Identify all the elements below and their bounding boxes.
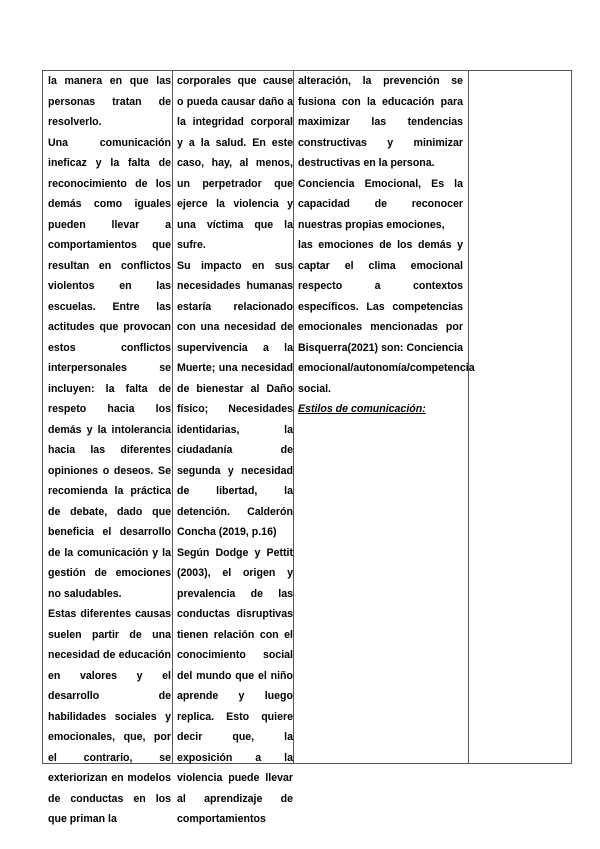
paragraph: Su impacto en sus necesidades humanas estaría relacionado con una necesidad de supervivencia a la Muerte; una necesidad de bienestar al Daño físico; Necesidades identidarias, la ciudadanía de segunda y necesidad de libertad, la detención. Calderón Concha (2019, p.16) (177, 259, 293, 538)
paragraph: Una comunicación ineficaz y la falta de reconocimiento de los demás como iguales pueden llevar a comportamientos que resultan en conflictos violentos en las escuelas. Entre las actitudes que provocan estos conflictos interpersonales se incluyen: la falta de respeto hacia los demás y la intolerancia hacia las diferentes opiniones o deseos. Se recomienda la práctica de debate, dado que beneficia el desarrollo de la comunicación y la gestión de emociones no saludables. (48, 136, 171, 600)
paragraph: la manera en que las personas tratan de resolverlo. (48, 75, 171, 128)
table-cell-column-1 (48, 71, 171, 830)
paragraph: corporales que cause o pueda causar daño a la integridad corporal y a la salud. En este caso, hay, al menos, un perpetrador que ejerce la violencia y una víctima que la sufre. (177, 75, 293, 251)
content-table (42, 70, 572, 825)
paragraph: Conciencia Emocional, Es la capacidad de reconocer nuestras propias emociones, (298, 177, 463, 231)
column-divider (293, 71, 294, 763)
section-heading: Estilos de comunicación: (298, 403, 426, 415)
column-divider (468, 71, 469, 763)
table-cell-column-3 (298, 71, 475, 420)
column-divider (172, 71, 173, 763)
paragraph: Estas diferentes causas suelen partir de una necesidad de educación en valores y el desarrollo de habilidades sociales y emocionales, que, por el contrario, se exteriorizan en modelos de conductas en los que priman la (48, 608, 171, 825)
paragraph: las emociones de los demás y captar el clima emocional respecto a contextos específicos. Las competencias emocionales mencionadas por Bisquerra(2021) son: Conciencia emocional/autonomía/competencia social. (298, 239, 475, 395)
paragraph: Según Dodge y Pettit (2003), el origen y prevalencia de las conductas disruptivas tienen relación con el conocimiento social del mundo que el niño aprende y luego replica. Esto quiere decir que, la exposición a la violencia puede llevar al aprendizaje de comportamientos (177, 546, 293, 825)
paragraph: alteración, la prevención se fusiona con la educación para maximizar las tendencias constructivas y minimizar destructivas en la persona. (298, 75, 463, 169)
table-cell-column-2 (177, 71, 293, 830)
